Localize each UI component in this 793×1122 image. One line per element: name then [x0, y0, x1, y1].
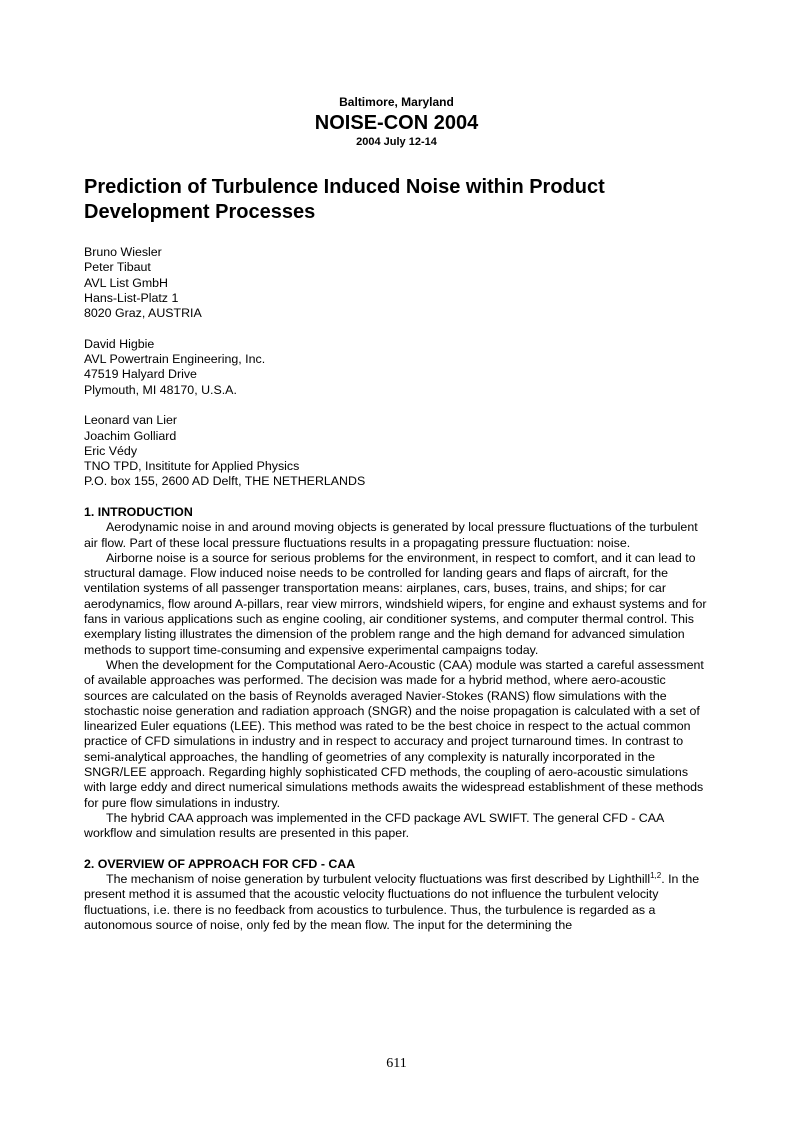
- body-paragraph: [84, 872, 710, 933]
- author-address: P.O. box 155, 2600 AD Delft, THE NETHERLANDS: [84, 474, 366, 489]
- citation-superscript: 1,2: [650, 871, 662, 880]
- body-paragraph: Aerodynamic noise in and around moving objects is generated by local pressure fluctuations of the turbulent air flow. Part of these local pressure fluctuations results in a propagating pressure fluctuation: noise.: [84, 520, 698, 550]
- author-address: Hans-List-Platz 1: [84, 290, 179, 305]
- author-name: Joachim Golliard: [84, 428, 177, 443]
- author-address: Plymouth, MI 48170, U.S.A.: [84, 382, 237, 397]
- paragraph-text: The mechanism of noise generation by turbulent velocity fluctuations was first described by Lighthill: [106, 872, 651, 887]
- body-paragraph: The hybrid CAA approach was implemented in the CFD package AVL SWIFT. The general CFD - CAA workflow and simulation results are presented in this paper.: [84, 810, 664, 841]
- author-name: Peter Tibaut: [84, 260, 151, 275]
- conference-name: NOISE-CON 2004: [314, 112, 479, 134]
- author-name: Leonard van Lier: [84, 413, 177, 428]
- body-paragraph: When the development for the Computational Aero-Acoustic (CAA) module was started a careful assessment of available approaches was performed. The decision was made for a hybrid method, where aero-acoustic sources are calculated on the basis of Reynolds averaged Navier-Stokes (RANS) flow simulations with the stochastic noise generation and radiation approach (SNGR) and the noise propagation is calculated with a set of linearized Euler equations (LEE). This method was rated to be the best choice in respect to the actual common practice of CFD simulations in industry and in respect to accuracy and project turnaround times. In contrast to semi-analytical approaches, the handling of geometries of any complexity is naturally incorporated in the SNGR/LEE approach. Regarding highly sophisticated CFD methods, the coupling of aero-acoustic simulations with large eddy and direct numerical simulations methods awaits the widespread establishment of these methods for pure flow simulations in industry.: [84, 657, 704, 810]
- author-name: David Higbie: [84, 336, 155, 351]
- author-affiliation: AVL Powertrain Engineering, Inc.: [84, 352, 266, 367]
- section-heading-introduction: 1. INTRODUCTION: [84, 505, 193, 519]
- author-affiliation: AVL List GmbH: [84, 275, 169, 290]
- conference-date: 2004 July 12-14: [356, 136, 437, 148]
- author-group-avl-list: [84, 245, 365, 321]
- author-address: 47519 Halyard Drive: [84, 367, 197, 382]
- author-address: 8020 Graz, AUSTRIA: [84, 306, 202, 321]
- author-group-tno: [84, 413, 365, 489]
- page-number: 611: [386, 1056, 407, 1071]
- author-name: Eric Védy: [84, 443, 138, 458]
- section-spacer: [84, 842, 710, 857]
- author-affiliation: TNO TPD, Insititute for Applied Physics: [84, 459, 300, 474]
- body-paragraph: Airborne noise is a source for serious problems for the environment, in respect to comfort, and it can lead to structural damage. Flow induced noise needs to be controlled for landing gears and flaps of aircraft, for the ventilation systems of all passenger transportation means: airplanes, cars, buses, trains, and ships; for car aerodynamics, flow around A-pillars, rear view mirrors, windshield wipers, for engine and exhaust systems and for fans in various applications such as engine cooling, air conditioner systems, and computer thermal control. This exemplary listing illustrates the dimension of the problem range and the high demand for advanced simulation methods to support time-consuming and expensive experimental campaigns today.: [84, 550, 707, 657]
- paper-title: Prediction of Turbulence Induced Noise within Product Development Processes: [84, 176, 605, 223]
- conference-location: Baltimore, Maryland: [339, 95, 454, 109]
- author-group-avl-powertrain: [84, 337, 365, 398]
- paper-body: [84, 505, 710, 933]
- author-list: [84, 245, 365, 505]
- section-heading-overview: 2. OVERVIEW OF APPROACH FOR CFD - CAA: [84, 856, 356, 871]
- author-name: Bruno Wiesler: [84, 245, 162, 259]
- paragraph-text: . In the present method it is assumed that the acoustic velocity fluctuations do not influence the turbulent velocity fluctuations, i.e. there is no feedback from acoustics to turbulence. Thus, the turbulence is regarded as a autonomous source of noise, only fed by the mean flow. The input for the determining the: [84, 872, 700, 933]
